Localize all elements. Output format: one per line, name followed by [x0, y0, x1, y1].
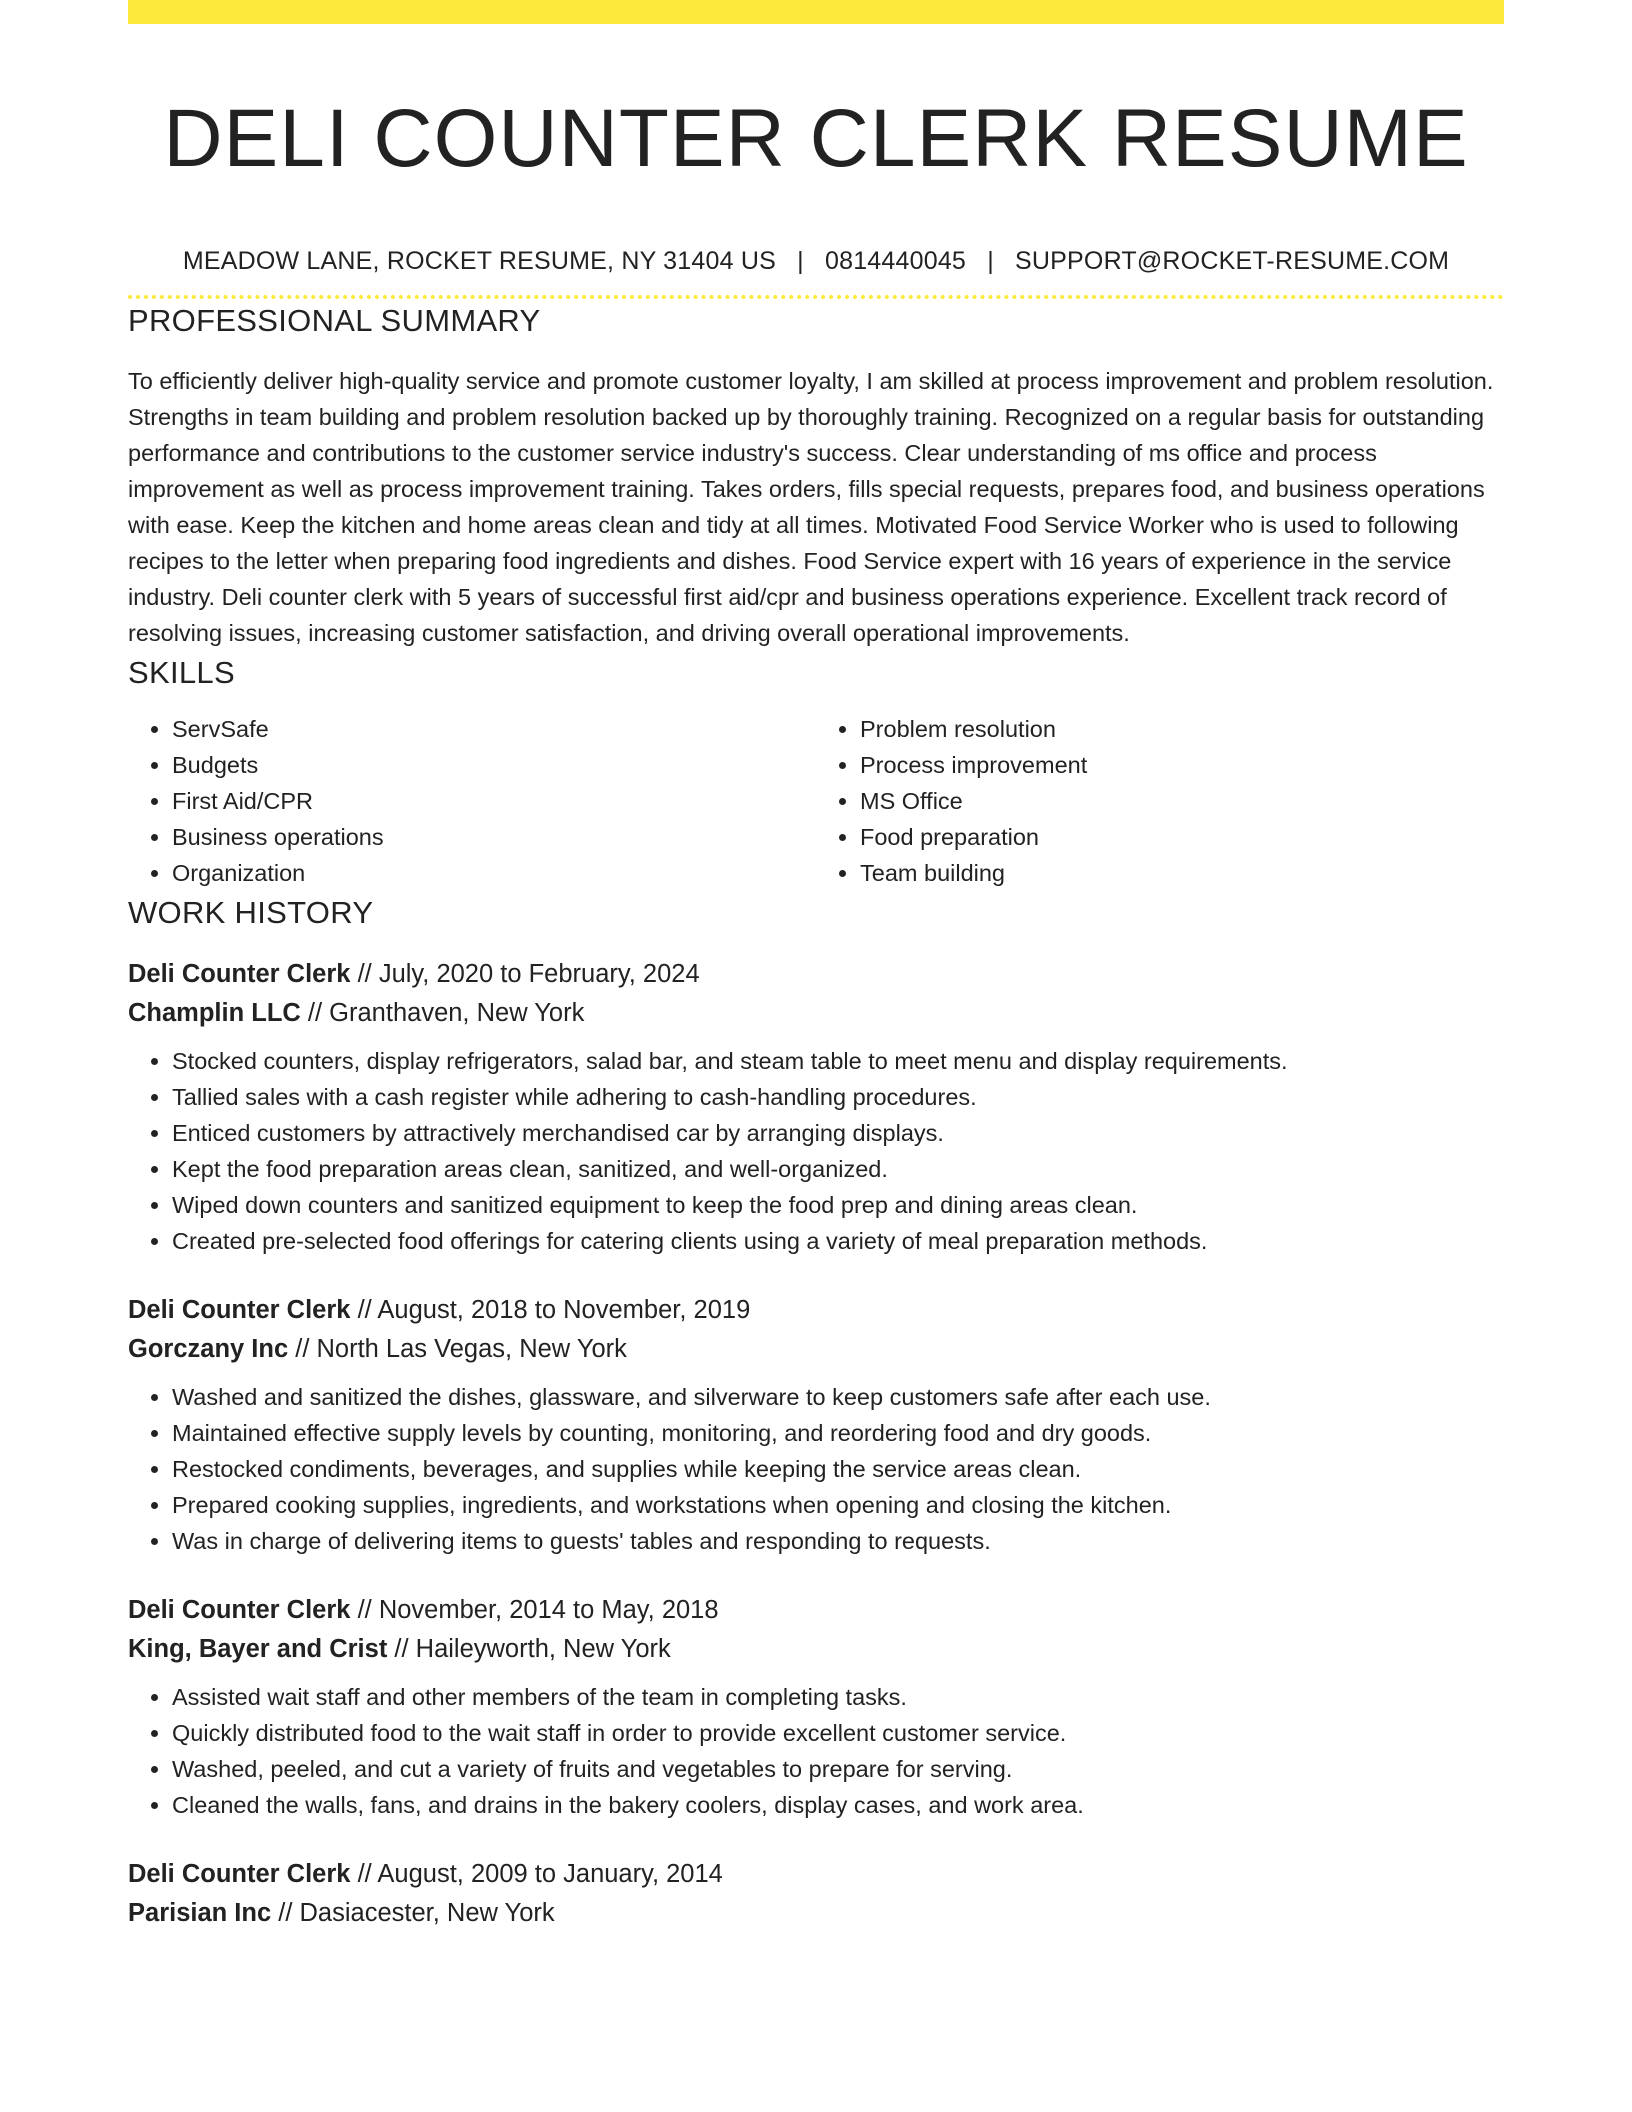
job-location: // North Las Vegas, New York [295, 1335, 627, 1363]
job-bullet: • Restocked condiments, beverages, and supplies while keeping the service areas clean. [172, 1451, 1504, 1487]
job-company: Gorczany Inc [128, 1335, 289, 1363]
job-location: // Haileyworth, New York [394, 1635, 671, 1663]
job-position: Deli Counter Clerk [128, 960, 351, 988]
email: SUPPORT@ROCKET-RESUME.COM [1015, 247, 1450, 275]
job-bullet: • Wiped down counters and sanitized equipment to keep the food prep and dining areas clean. [172, 1187, 1504, 1223]
skills-column-left [128, 711, 816, 891]
job-entry [128, 1855, 1504, 1933]
job-dates: // August, 2018 to November, 2019 [357, 1296, 751, 1324]
accent-bar [128, 0, 1504, 24]
job-bullet: • Created pre-selected food offerings for catering clients using a variety of meal preparation methods. [172, 1223, 1504, 1259]
skill-item: • Budgets [172, 747, 816, 783]
job-company: King, Bayer and Crist [128, 1635, 388, 1663]
job-bullet: • Cleaned the walls, fans, and drains in the bakery coolers, display cases, and work area. [172, 1787, 1504, 1823]
job-location: // Granthaven, New York [307, 999, 585, 1027]
phone: 0814440045 [824, 247, 967, 275]
skill-item: • Business operations [172, 819, 816, 855]
job-bullets [128, 1043, 1504, 1259]
skill-item: • Food preparation [860, 819, 1504, 855]
skill-item: • Process improvement [860, 747, 1504, 783]
summary-heading: PROFESSIONAL SUMMARY [128, 303, 541, 338]
work-history-heading: WORK HISTORY [128, 895, 374, 930]
job-entry [128, 1291, 1504, 1559]
job-bullet: • Washed, peeled, and cut a variety of fruits and vegetables to prepare for serving. [172, 1751, 1504, 1787]
job-location: // Dasiacester, New York [278, 1899, 555, 1927]
skill-item: • ServSafe [172, 711, 816, 747]
contact-line [128, 241, 1504, 281]
job-company-line [128, 1630, 1504, 1669]
job-company-line [128, 1894, 1504, 1933]
job-dates: // November, 2014 to May, 2018 [357, 1596, 719, 1624]
skills-heading: SKILLS [128, 655, 235, 690]
job-title-line [128, 1855, 1504, 1894]
job-company-line [128, 994, 1504, 1033]
job-bullets [128, 1379, 1504, 1559]
job-company: Champlin LLC [128, 999, 301, 1027]
address: MEADOW LANE, ROCKET RESUME, NY 31404 US [182, 247, 776, 275]
job-bullet: • Assisted wait staff and other members of the team in completing tasks. [172, 1679, 1504, 1715]
job-entry [128, 1591, 1504, 1823]
job-title-line [128, 1291, 1504, 1330]
resume-page [128, 0, 1504, 1933]
skills-column-right [816, 711, 1504, 891]
job-bullet: • Prepared cooking supplies, ingredients, and workstations when opening and closing the kitchen. [172, 1487, 1504, 1523]
job-title-line [128, 955, 1504, 994]
job-bullet: • Tallied sales with a cash register while adhering to cash-handling procedures. [172, 1079, 1504, 1115]
job-company-line [128, 1330, 1504, 1369]
skill-item: • Team building [860, 855, 1504, 891]
job-bullet: • Quickly distributed food to the wait staff in order to provide excellent customer service. [172, 1715, 1504, 1751]
summary-text: To efficiently deliver high-quality service and promote customer loyalty, I am skilled at process improvement and problem resolution. Strengths in team building and problem resolution backed up by thoroughly training. Recognized on a regular basis for outstanding performance and contributions to the customer service industry's success. Clear understanding of ms office and process improvement as well as process improvement training. Takes orders, fills special requests, prepares food, and business operations with ease. Keep the kitchen and home areas clean and tidy at all times. Motivated Food Service Worker who is used to following recipes to the letter when preparing food ingredients and dishes. Food Service expert with 16 years of experience in the service industry. Deli counter clerk with 5 years of successful first aid/cpr and business operations experience. Excellent track record of resolving issues, increasing customer satisfaction, and driving overall operational improvements. [128, 368, 1494, 646]
job-company: Parisian Inc [128, 1899, 272, 1927]
job-bullet: • Was in charge of delivering items to guests' tables and responding to requests. [172, 1523, 1504, 1559]
job-bullet: • Kept the food preparation areas clean, sanitized, and well-organized. [172, 1151, 1504, 1187]
skill-item: • First Aid/CPR [172, 783, 816, 819]
job-dates: // August, 2009 to January, 2014 [357, 1860, 723, 1888]
job-title-line [128, 1591, 1504, 1630]
job-bullet: • Maintained effective supply levels by counting, monitoring, and reordering food and dry goods. [172, 1415, 1504, 1451]
job-position: Deli Counter Clerk [128, 1596, 351, 1624]
job-entry [128, 955, 1504, 1259]
separator: | [987, 247, 994, 275]
separator: | [797, 247, 804, 275]
job-position: Deli Counter Clerk [128, 1860, 351, 1888]
skill-item: • Problem resolution [860, 711, 1504, 747]
skill-item: • Organization [172, 855, 816, 891]
job-bullets [128, 1679, 1504, 1823]
job-bullet: • Stocked counters, display refrigerators, salad bar, and steam table to meet menu and display requirements. [172, 1043, 1504, 1079]
job-position: Deli Counter Clerk [128, 1296, 351, 1324]
skill-item: • MS Office [860, 783, 1504, 819]
job-dates: // July, 2020 to February, 2024 [357, 960, 700, 988]
resume-title: DELI COUNTER CLERK RESUME [163, 93, 1469, 184]
skills-list [128, 711, 1504, 891]
job-bullet: • Washed and sanitized the dishes, glassware, and silverware to keep customers safe after each use. [172, 1379, 1504, 1415]
job-bullet: • Enticed customers by attractively merchandised car by arranging displays. [172, 1115, 1504, 1151]
